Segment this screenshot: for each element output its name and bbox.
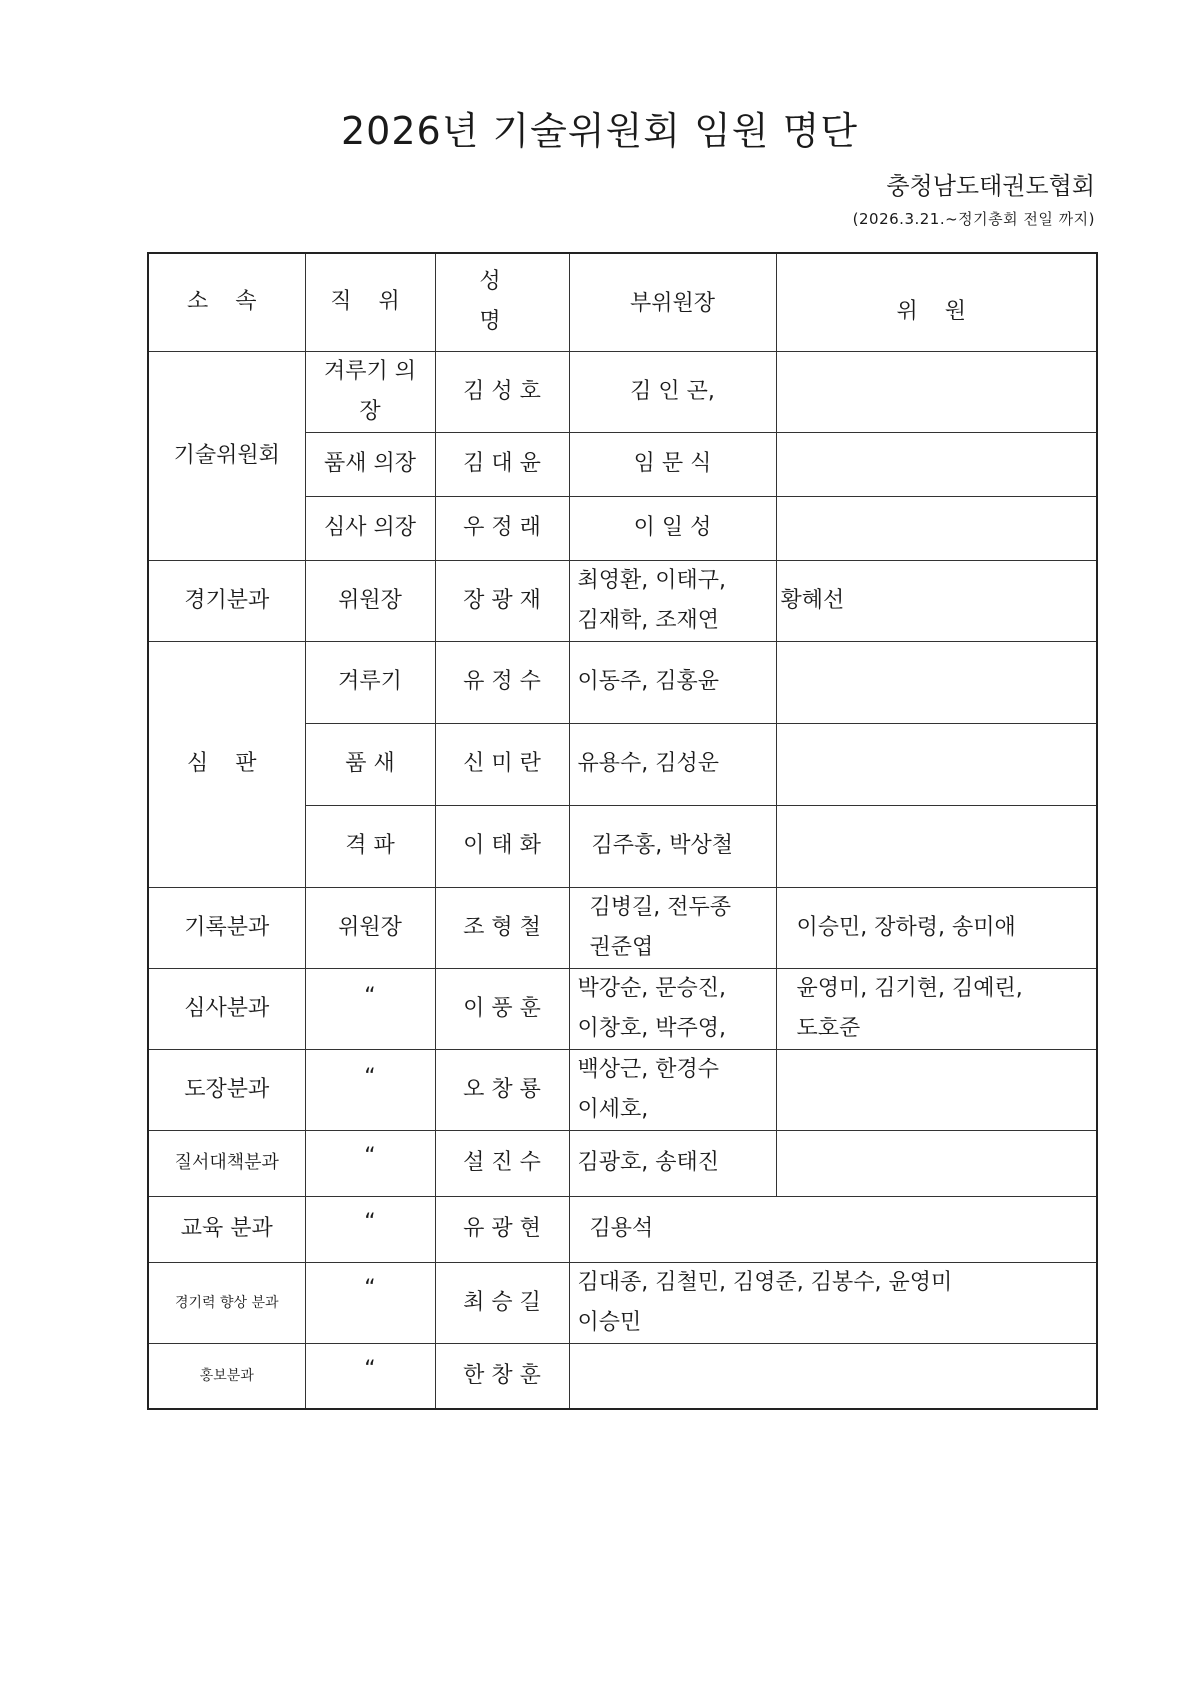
header-vice-chair: 부위원장 — [569, 253, 776, 351]
name-cell: 설 진 수 — [435, 1130, 569, 1196]
vice-chair-cell: 이 일 성 — [569, 496, 776, 560]
position-cell: “ — [305, 1049, 435, 1130]
position-cell: “ — [305, 1196, 435, 1262]
document-title: 2026년 기술위원회 임원 명단 — [340, 109, 859, 153]
table-row — [148, 968, 1097, 1049]
table-row — [148, 887, 1097, 968]
vice-chair-cell: 이동주, 김홍윤 — [569, 641, 776, 723]
position-cell: 위원장 — [305, 560, 435, 641]
name-cell: 유 광 현 — [435, 1196, 569, 1262]
header-name: 성 명 — [435, 253, 569, 351]
name-cell: 오 창 룡 — [435, 1049, 569, 1130]
members-cell — [776, 723, 1097, 805]
position-cell: “ — [305, 1343, 435, 1409]
vice-chair-line: 백상근, 한경수 — [577, 1056, 719, 1082]
vice-chair-line: 박강순, 문승진, — [577, 975, 726, 1001]
affiliation-cell: 기록분과 — [148, 887, 305, 968]
name-cell: 장 광 재 — [435, 560, 569, 641]
position-cell: 위원장 — [305, 887, 435, 968]
members-cell — [776, 432, 1097, 496]
name-cell: 김 성 호 — [435, 351, 569, 432]
affiliation-label: 심 판 — [187, 751, 267, 776]
vice-chair-line: 김재학, 조재연 — [577, 607, 719, 633]
position-cell: 겨루기 의장 — [305, 351, 435, 432]
name-cell: 신 미 란 — [435, 723, 569, 805]
name-cell: 우 정 래 — [435, 496, 569, 560]
members-cell — [776, 351, 1097, 432]
merged-members-cell — [569, 1343, 1097, 1409]
table-row — [148, 560, 1097, 641]
vice-chair-cell — [569, 560, 776, 641]
vice-chair-cell: 김주홍, 박상철 — [569, 805, 776, 887]
name-cell: 조 형 철 — [435, 887, 569, 968]
affiliation-cell: 도장분과 — [148, 1049, 305, 1130]
header-row — [148, 253, 1097, 351]
table-row — [148, 1343, 1097, 1409]
affiliation-cell: 심사분과 — [148, 968, 305, 1049]
position-cell: “ — [305, 968, 435, 1049]
position-cell: 품새 의장 — [305, 432, 435, 496]
vice-chair-line: 최영환, 이태구, — [577, 567, 726, 593]
header-members: 위 원 — [776, 253, 1097, 351]
roster-table — [147, 252, 1098, 1410]
vice-chair-cell: 김광호, 송태진 — [569, 1130, 776, 1196]
table-row — [148, 1196, 1097, 1262]
vice-chair-cell — [569, 1049, 776, 1130]
merged-members-cell — [569, 1262, 1097, 1343]
name-cell: 최 승 길 — [435, 1262, 569, 1343]
table-row — [148, 351, 1097, 432]
position-cell: 격 파 — [305, 805, 435, 887]
members-line: 윤영미, 김기현, 김예린, — [796, 975, 1023, 1001]
members-line: 도호준 — [796, 1015, 861, 1041]
affiliation-cell: 홍보분과 — [148, 1343, 305, 1409]
members-cell — [776, 496, 1097, 560]
table-row — [148, 1130, 1097, 1196]
name-cell: 이 풍 훈 — [435, 968, 569, 1049]
members-line: 김대종, 김철민, 김영준, 김봉수, 윤영미 — [577, 1269, 953, 1295]
name-cell: 이 태 화 — [435, 805, 569, 887]
position-cell: 품 새 — [305, 723, 435, 805]
name-cell: 김 대 윤 — [435, 432, 569, 496]
name-cell: 한 창 훈 — [435, 1343, 569, 1409]
affiliation-cell: 경기력 향상 분과 — [148, 1262, 305, 1343]
affiliation-cell: 기술위원회 — [148, 351, 305, 560]
position-cell: 심사 의장 — [305, 496, 435, 560]
vice-chair-line: 권준엽 — [589, 934, 654, 960]
members-cell — [776, 968, 1097, 1049]
vice-chair-cell: 임 문 식 — [569, 432, 776, 496]
vice-chair-cell: 김 인 곤, — [569, 351, 776, 432]
vice-chair-line: 이창호, 박주영, — [577, 1015, 726, 1041]
members-cell — [776, 641, 1097, 723]
members-cell: 황혜선 — [776, 560, 1097, 641]
affiliation-cell — [148, 641, 305, 887]
affiliation-cell: 경기분과 — [148, 560, 305, 641]
members-cell: 이승민, 장하령, 송미애 — [776, 887, 1097, 968]
table-row — [148, 641, 1097, 723]
vice-chair-line: 김병길, 전두종 — [589, 894, 731, 920]
vice-chair-cell: 유용수, 김성운 — [569, 723, 776, 805]
members-line: 이승민 — [577, 1309, 642, 1335]
affiliation-cell: 질서대책분과 — [148, 1130, 305, 1196]
members-cell — [776, 805, 1097, 887]
vice-chair-line: 이세호, — [577, 1096, 649, 1122]
position-cell: “ — [305, 1130, 435, 1196]
term-period: (2026.3.21.~정기총회 전일 까지) — [852, 210, 1095, 228]
position-cell: “ — [305, 1262, 435, 1343]
position-cell: 겨루기 — [305, 641, 435, 723]
affiliation-cell: 교육 분과 — [148, 1196, 305, 1262]
organization-name: 충청남도태권도협회 — [886, 172, 1095, 200]
members-cell — [776, 1049, 1097, 1130]
table-row — [148, 1049, 1097, 1130]
header-position: 직 위 — [305, 253, 435, 351]
members-cell — [776, 1130, 1097, 1196]
name-cell: 유 정 수 — [435, 641, 569, 723]
vice-chair-cell — [569, 968, 776, 1049]
merged-members-cell: 김용석 — [569, 1196, 1097, 1262]
header-affiliation: 소 속 — [148, 253, 305, 351]
table-row — [148, 1262, 1097, 1343]
vice-chair-cell — [569, 887, 776, 968]
